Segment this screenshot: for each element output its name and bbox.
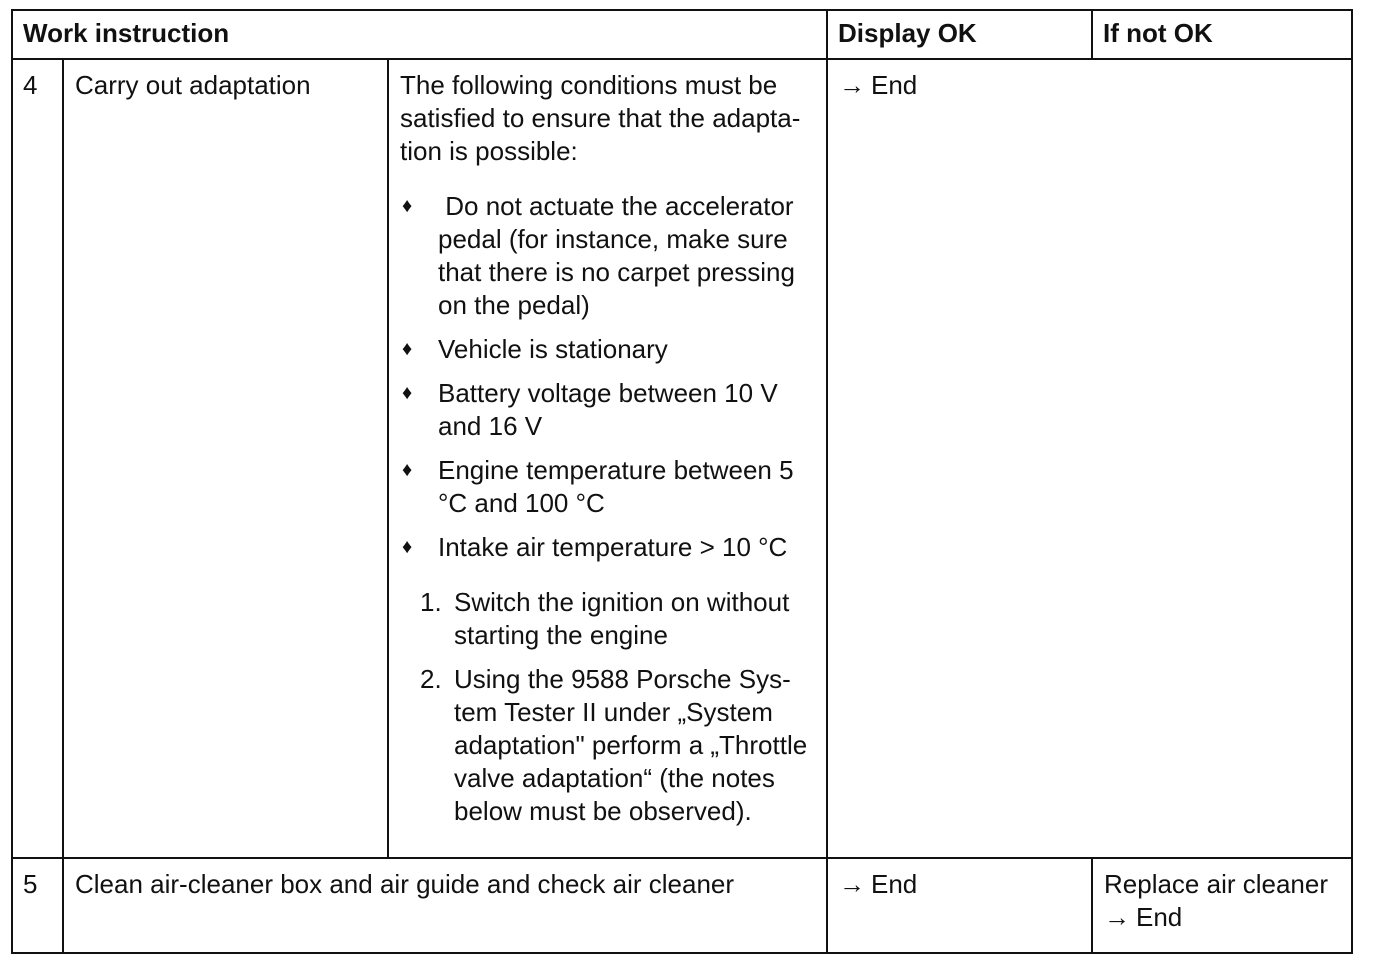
- header-display-ok: Display OK: [827, 10, 1092, 59]
- row-step: Carry out adaptation: [63, 59, 388, 858]
- if-not-ok-target: End: [1136, 902, 1183, 932]
- right-arrow-icon: →: [839, 869, 865, 899]
- list-item: [400, 190, 816, 322]
- diamond-bullet-icon: ♦: [402, 536, 413, 558]
- list-item: [400, 663, 816, 828]
- work-instruction-table: [11, 9, 1353, 954]
- step-number: 1.: [420, 587, 442, 617]
- condition-text: Do not actuate the accelerator pedal (for instance, make sure that there is no carpet pressing on the pedal): [438, 191, 803, 320]
- row-display-ok: [827, 59, 1352, 858]
- right-arrow-icon: →: [1104, 902, 1130, 932]
- row-number: 4: [12, 59, 63, 858]
- step-number: 2.: [420, 664, 442, 694]
- condition-text: Vehicle is stationary: [438, 334, 668, 364]
- diamond-bullet-icon: ♦: [402, 382, 413, 404]
- display-ok-target: End: [871, 70, 918, 100]
- right-arrow-icon: →: [839, 70, 865, 100]
- row-display-ok: [827, 858, 1092, 953]
- if-not-ok-action: Replace air cleaner: [1104, 869, 1329, 899]
- step-text: Using the 9588 Porsche Sys-tem Tester II under „System adaptation" perform a „Throttle valve adaptation“ (the notes below must be observed).: [454, 664, 808, 826]
- display-ok-target: End: [871, 869, 918, 899]
- list-item: [400, 333, 816, 366]
- table-row: [12, 858, 1352, 953]
- list-item: [400, 377, 816, 443]
- table-row: [12, 59, 1352, 858]
- header-if-not-ok: If not OK: [1092, 10, 1352, 59]
- conditions-intro: The following conditions must be satisfied to ensure that the adapta-tion is possible:: [400, 70, 801, 166]
- row-number: 5: [12, 858, 63, 953]
- table-header-row: [12, 10, 1352, 59]
- row-details: [388, 59, 827, 858]
- list-item: [400, 531, 816, 564]
- condition-text: Engine temperature between 5 °C and 100 °C: [438, 455, 794, 518]
- steps-list: [400, 586, 816, 828]
- diamond-bullet-icon: ♦: [402, 459, 413, 481]
- row-step: Clean air-cleaner box and air guide and check air cleaner: [63, 858, 827, 953]
- step-text: Switch the ignition on without starting the engine: [454, 587, 790, 650]
- list-item: [400, 454, 816, 520]
- condition-text: Intake air temperature > 10 °C: [438, 532, 788, 562]
- list-item: [400, 586, 816, 652]
- header-work-instruction: Work instruction: [12, 10, 827, 59]
- condition-text: Battery voltage between 10 V and 16 V: [438, 378, 778, 441]
- conditions-list: [400, 190, 816, 564]
- row-if-not-ok: [1092, 858, 1352, 953]
- diamond-bullet-icon: ♦: [402, 195, 413, 217]
- diamond-bullet-icon: ♦: [402, 338, 413, 360]
